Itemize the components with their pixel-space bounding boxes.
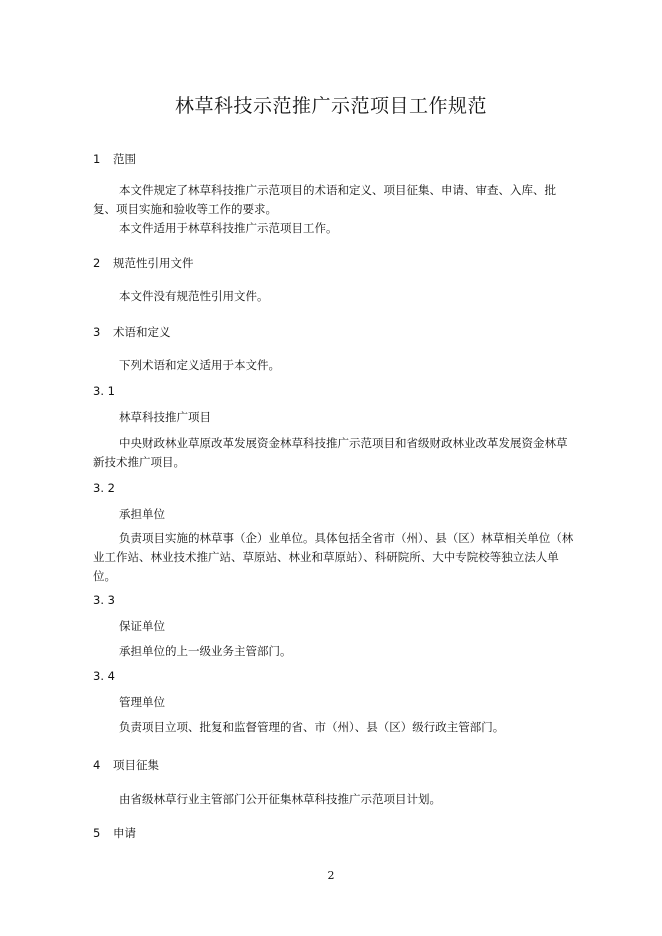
term-3-3-definition: 承担单位的上一级业务主管部门。 [119, 644, 292, 658]
term-3-2-definition: 负责项目实施的林草事（企）业单位。具体包括全省市（州）、县（区）林草相关单位（林业工作站、林业技术推广站、草原站、林业和草原站）、科研院所、大中专院校等独立法人单位。 [93, 531, 574, 583]
document-title: 林草科技示范推广示范项目工作规范 [174, 95, 487, 117]
section-number: 1 [93, 152, 101, 166]
section-title: 术语和定义 [113, 325, 171, 339]
section-1-paragraph-1: 本文件规定了林草科技推广示范项目的术语和定义、项目征集、申请、审查、入库、批复、项目实施和验收等工作的要求。 [93, 183, 556, 216]
section-title: 规范性引用文件 [113, 256, 194, 270]
section-title: 申请 [113, 826, 136, 840]
section-number: 3 [93, 325, 101, 339]
term-3-1-number: 3. 1 [93, 384, 115, 398]
term-3-3-title: 保证单位 [119, 619, 165, 633]
section-1-heading [93, 151, 136, 167]
page-number: 2 [327, 869, 335, 882]
term-3-1-title: 林草科技推广项目 [119, 410, 211, 424]
term-3-1-definition: 中央财政林业草原改革发展资金林草科技推广示范项目和省级财政林业改革发展资金林草新技术推广项目。 [93, 436, 568, 469]
section-number: 2 [93, 256, 101, 270]
section-number: 5 [93, 826, 101, 840]
section-2-paragraph-1: 本文件没有规范性引用文件。 [119, 289, 269, 303]
section-1-paragraph-2: 本文件适用于林草科技推广示范项目工作。 [119, 221, 338, 235]
section-title: 范围 [113, 152, 136, 166]
section-title: 项目征集 [113, 758, 159, 772]
term-3-3-number: 3. 3 [93, 593, 115, 607]
section-number: 4 [93, 758, 101, 772]
section-5-heading [93, 825, 136, 841]
section-2-heading [93, 255, 194, 271]
term-3-4-definition: 负责项目立项、批复和监督管理的省、市（州）、县（区）级行政主管部门。 [119, 720, 505, 734]
section-3-paragraph-1: 下列术语和定义适用于本文件。 [119, 358, 280, 372]
section-4-heading [93, 757, 159, 773]
term-3-4-title: 管理单位 [119, 695, 165, 709]
section-3-heading [93, 324, 171, 340]
term-3-2-title: 承担单位 [119, 507, 165, 521]
term-3-2-number: 3. 2 [93, 481, 115, 495]
term-3-4-number: 3. 4 [93, 669, 115, 683]
section-4-paragraph-1: 由省级林草行业主管部门公开征集林草科技推广示范项目计划。 [119, 792, 441, 806]
